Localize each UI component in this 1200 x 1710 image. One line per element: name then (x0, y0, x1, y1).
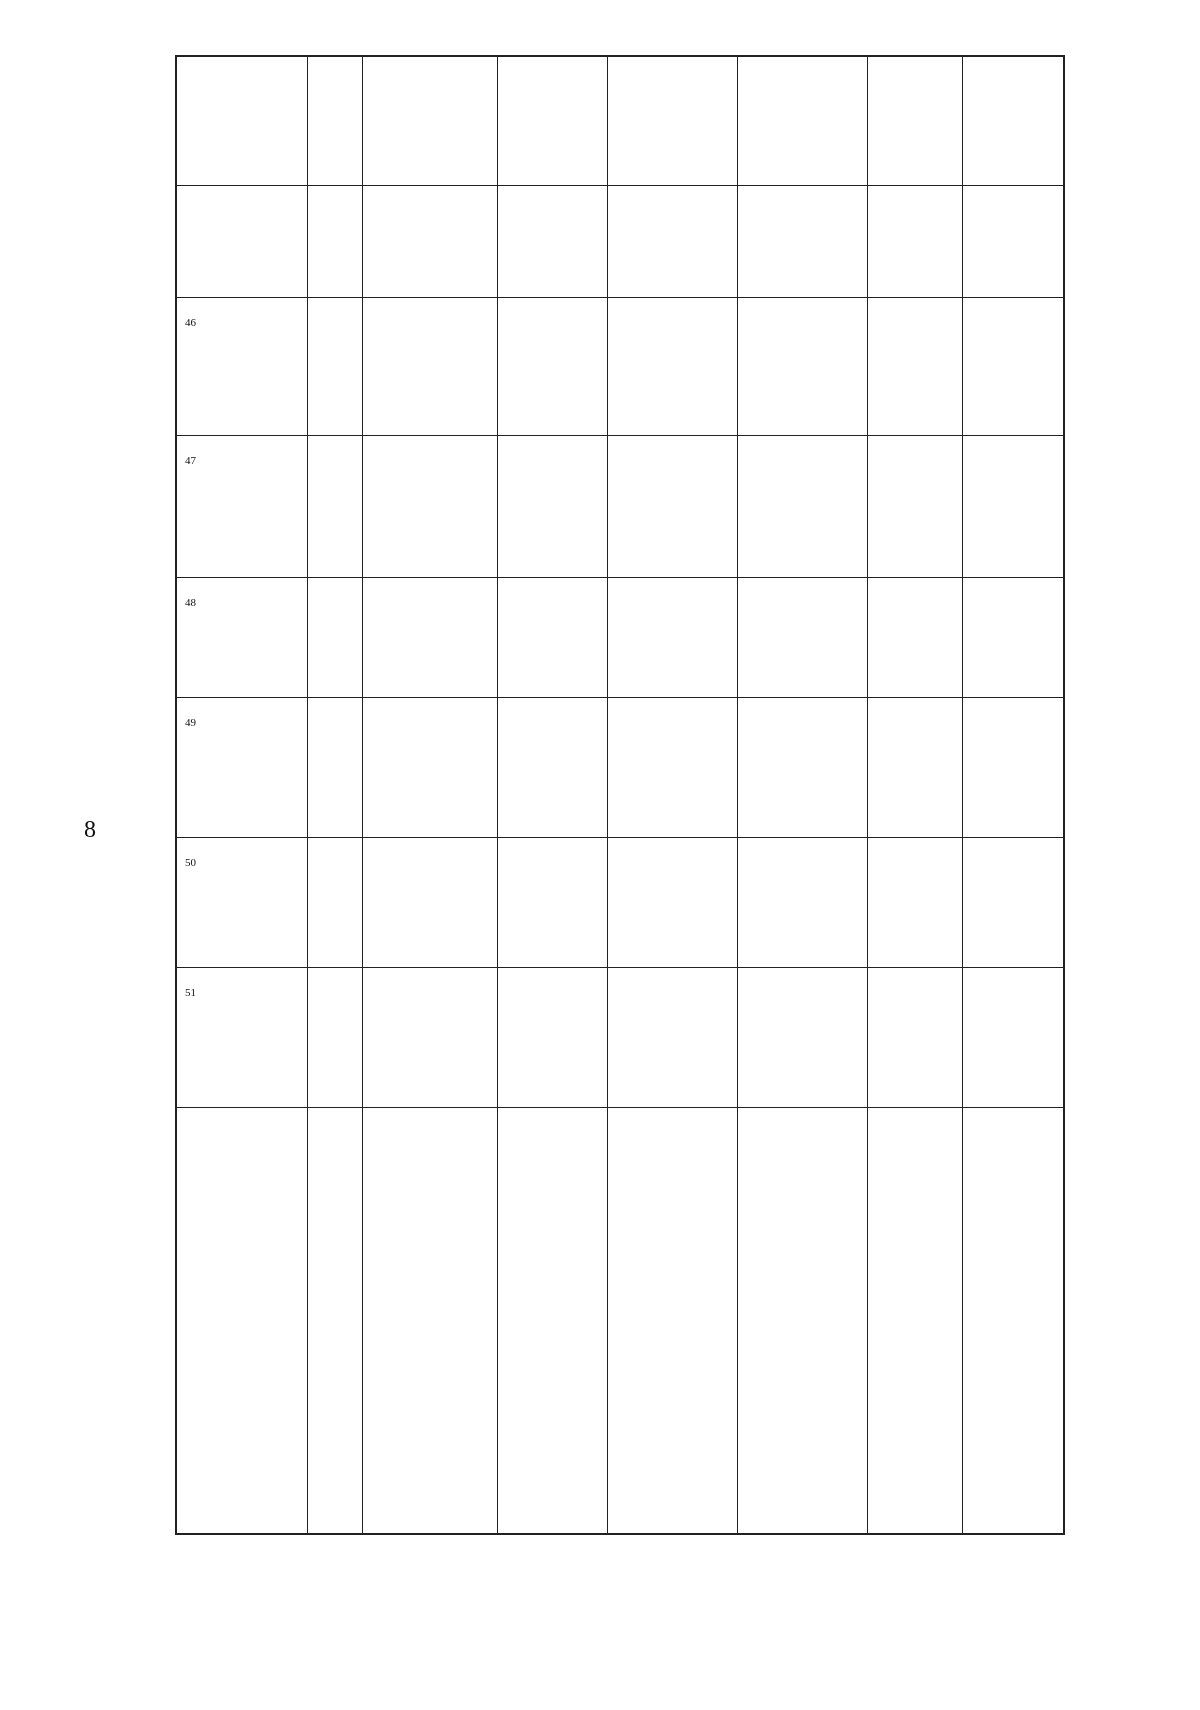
row-number: 46 (185, 317, 196, 329)
table-column-divider (497, 57, 498, 1533)
table-row-divider (177, 435, 1063, 436)
table-column-divider (362, 57, 363, 1533)
row-number: 51 (185, 987, 196, 999)
document-table (175, 55, 1065, 1535)
table-row-divider (177, 185, 1063, 186)
table-row-divider (177, 837, 1063, 838)
table-row-divider (177, 1107, 1063, 1108)
table-column-divider (737, 57, 738, 1533)
table-column-divider (867, 57, 868, 1533)
table-row-divider (177, 967, 1063, 968)
row-number: 50 (185, 857, 196, 869)
table-row-divider (177, 697, 1063, 698)
row-number: 47 (185, 455, 196, 467)
row-number: 48 (185, 597, 196, 609)
row-number: 49 (185, 717, 196, 729)
row-number (185, 1127, 215, 1147)
table-row-divider (177, 577, 1063, 578)
table-column-divider (607, 57, 608, 1533)
table-column-divider (962, 57, 963, 1533)
table-column-divider (307, 57, 308, 1533)
table-row-divider (177, 297, 1063, 298)
page-number: 8 (84, 817, 96, 843)
